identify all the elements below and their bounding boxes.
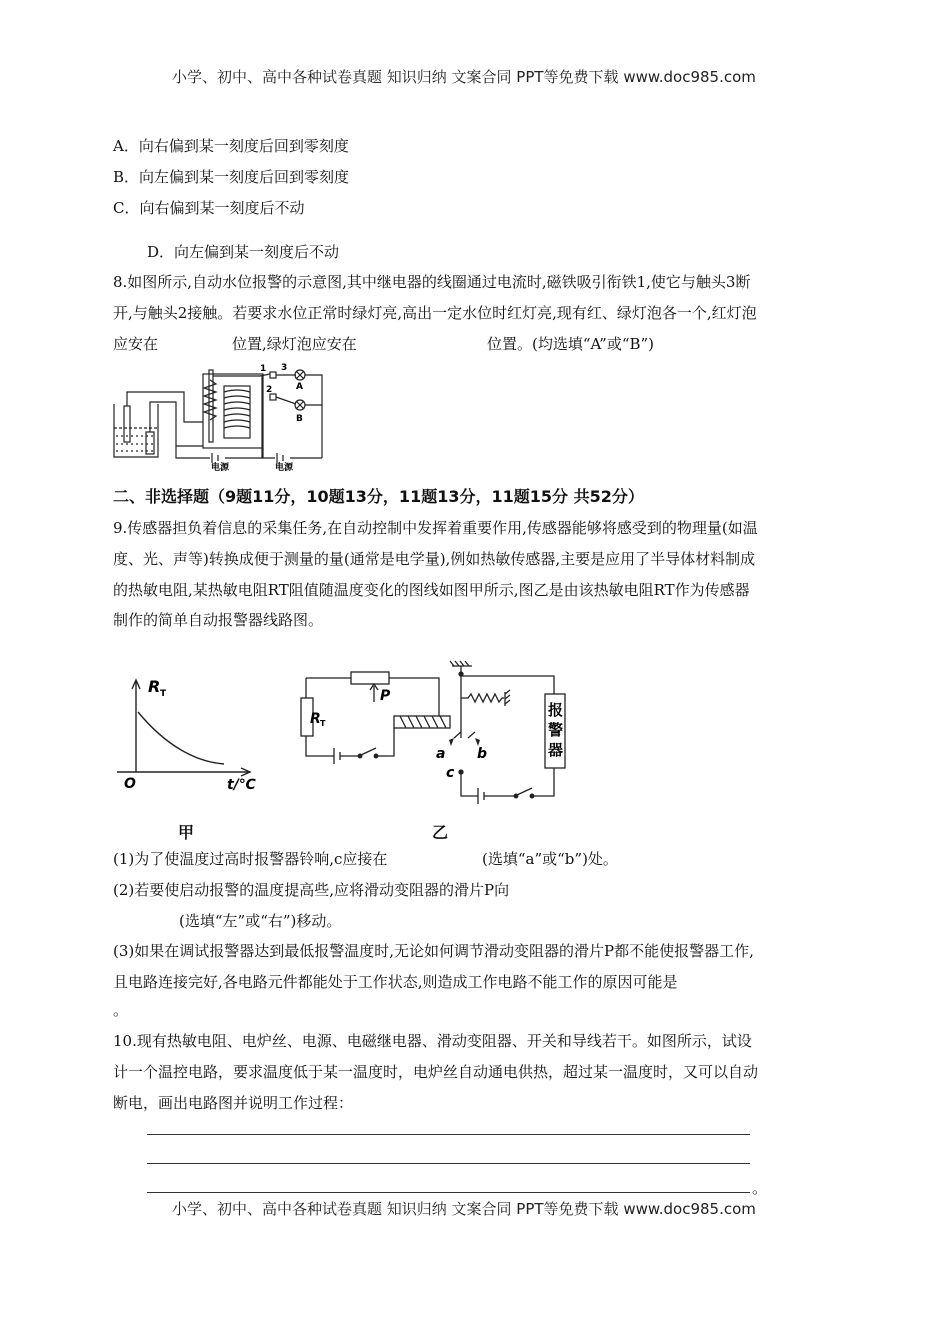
graph-xlabel: t/℃ — [227, 777, 256, 793]
alarm-label-1: 报 — [548, 701, 564, 719]
figure-jia-caption: 甲 — [178, 823, 195, 842]
fig8-label-a: A — [296, 382, 303, 392]
alarm-circuit-figure — [296, 658, 586, 806]
page-footer: 小学、初中、高中各种试卷真题 知识归纳 文案合同 PPT等免费下载 www.doc985.com — [172, 1200, 756, 1218]
q10-end-mark: 。 — [752, 1179, 768, 1197]
q9-sub3-line2: 且电路连接完好,各电路元件都能处于工作状态,则造成工作电路不能工作的原因可能是 — [113, 973, 678, 991]
circuit-c-label: c — [446, 765, 455, 781]
q8-line3-start: 应安在 — [113, 335, 159, 353]
alarm-label-2: 警 — [548, 721, 564, 739]
circuit-a-label: a — [436, 746, 446, 762]
circuit-rt-sub: T — [320, 719, 326, 728]
q10-line2: 计一个温控电路，要求温度低于某一温度时，电炉丝自动通电供热，超过某一温度时，又可以自动 — [113, 1063, 759, 1081]
q9-line2: 度、光、声等)转换成便于测量的量(通常是电学量),例如热敏传感器,主要是应用了半导体材料制成 — [113, 550, 756, 568]
figure-yi-caption: 乙 — [432, 823, 449, 842]
q10-line1: 10.现有热敏电阻、电炉丝、电源、电磁继电器、滑动变阻器、开关和导线若干。如图所示，试设 — [113, 1032, 752, 1050]
q7-option-b: B．向左偏到某一刻度后回到零刻度 — [113, 168, 350, 186]
q9-line3: 的热敏电阻,某热敏电阻RT阻值随温度变化的图线如图甲所示,图乙是由该热敏电阻RT作为传感器 — [113, 581, 750, 599]
water-level-alarm-figure — [110, 362, 335, 472]
q7-option-a: A．向右偏到某一刻度后回到零刻度 — [113, 137, 349, 155]
answer-line-3[interactable] — [147, 1192, 750, 1193]
q9-sub3-end: 。 — [113, 1001, 129, 1019]
circuit-rt-label: R — [310, 711, 321, 727]
circuit-p-label: P — [380, 688, 391, 704]
q9-line1: 9.传感器担负着信息的采集任务,在自动控制中发挥着重要作用,传感器能够将感受到的物理量(如温 — [113, 519, 758, 537]
fig8-label-2: 2 — [266, 385, 273, 395]
q7-option-c: C．向右偏到某一刻度后不动 — [113, 199, 305, 217]
q9-sub1-start: (1)为了使温度过高时报警器铃响,c应接在 — [113, 850, 388, 868]
fig8-label-b: B — [296, 414, 303, 424]
q8-line3-mid: 位置,绿灯泡应安在 — [232, 335, 357, 353]
page-header: 小学、初中、高中各种试卷真题 知识归纳 文案合同 PPT等免费下载 www.doc985.com — [172, 68, 756, 86]
q7-option-d: D．向左偏到某一刻度后不动 — [147, 243, 340, 261]
answer-line-2[interactable] — [147, 1163, 750, 1164]
circuit-b-label: b — [477, 746, 488, 762]
rt-temperature-graph — [112, 672, 262, 797]
fig8-label-3: 3 — [281, 363, 288, 373]
answer-line-1[interactable] — [147, 1134, 750, 1135]
graph-ylabel-sub: T — [160, 689, 167, 699]
fig8-power-left: 电源 — [211, 463, 230, 472]
q10-line3: 断电，画出电路图并说明工作过程： — [113, 1094, 354, 1112]
graph-ylabel: R — [148, 677, 161, 696]
fig8-power-right: 电源 — [275, 463, 294, 472]
section2-title: 二、非选择题（9题11分，10题13分，11题13分，11题15分 共52分） — [113, 487, 644, 506]
q8-line1: 8.如图所示,自动水位报警的示意图,其中继电器的线圈通过电流时,磁铁吸引衔铁1,使它与触头3断 — [113, 273, 751, 291]
q9-sub2-end: (选填“左”或“右”)移动。 — [179, 912, 342, 930]
q9-line4: 制作的简单自动报警器线路图。 — [113, 611, 324, 629]
q9-sub3-line1: (3)如果在调试报警器达到最低报警温度时,无论如何调节滑动变阻器的滑片P都不能使报警器工作, — [113, 942, 754, 960]
q9-sub2-start: (2)若要使启动报警的温度提高些,应将滑动变阻器的滑片P向 — [113, 881, 510, 899]
q8-line2: 开,与触头2接触。若要求水位正常时绿灯亮,高出一定水位时红灯亮,现有红、绿灯泡各一个,红灯泡 — [113, 304, 757, 322]
q9-sub1-end: (选填“a”或“b”)处。 — [482, 850, 618, 868]
fig8-label-1: 1 — [260, 364, 267, 374]
graph-origin: O — [124, 776, 136, 792]
q8-line3-end: 位置。(均选填“A”或“B”) — [487, 335, 655, 353]
alarm-label-3: 器 — [548, 741, 564, 759]
